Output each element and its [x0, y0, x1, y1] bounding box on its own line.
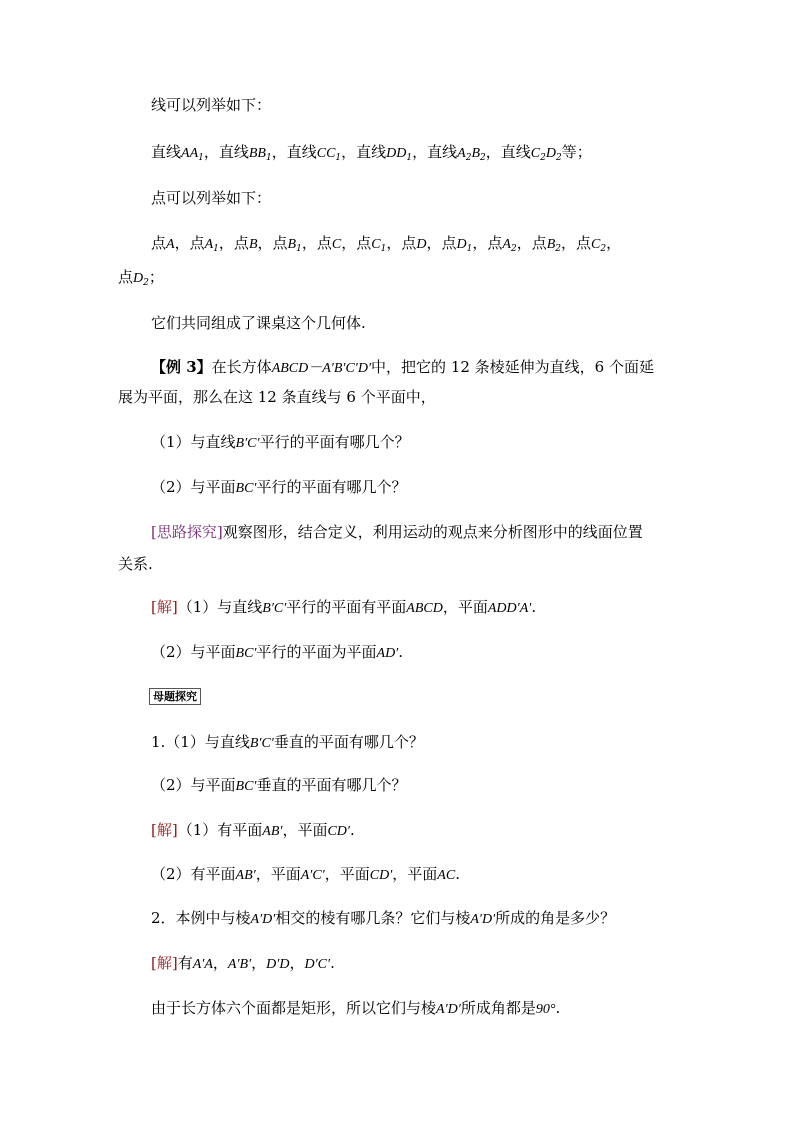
math: A′C′ — [300, 868, 325, 883]
math: D — [416, 237, 427, 252]
subscript: 1 — [213, 244, 219, 254]
question-text — [151, 432, 410, 454]
math: BB — [248, 146, 266, 161]
subscript: 2 — [510, 244, 517, 254]
math: ABCD－A′B′C′D′ — [271, 361, 372, 376]
solution-text — [151, 864, 460, 886]
subscript: 2 — [540, 153, 546, 163]
conclusion-text — [151, 998, 560, 1020]
math: B′C′ — [235, 436, 260, 451]
text: 平行的平面有平面 — [286, 598, 407, 616]
text: 展为平面，那么在这 12 条直线与 6 个平面中， — [118, 388, 436, 406]
think-text — [151, 522, 643, 542]
math: A′A — [192, 957, 213, 972]
math: D — [456, 237, 467, 252]
point-list-cont — [118, 267, 164, 293]
text: 关系. — [118, 555, 153, 573]
text: 等； — [561, 143, 592, 161]
text: ， — [472, 234, 488, 252]
text: 2．本例中与棱 — [151, 909, 251, 927]
math: AC — [437, 868, 456, 883]
math: AB′ — [235, 868, 256, 883]
subscript: 1 — [296, 244, 302, 254]
text: ， — [561, 234, 577, 252]
math: AA — [181, 146, 199, 161]
text: ， — [606, 234, 622, 252]
math: A — [502, 237, 511, 252]
text: 垂直的平面有哪几个？ — [273, 733, 424, 751]
text: 点 — [151, 234, 167, 252]
text: ，平面 — [442, 598, 488, 616]
question-text — [151, 775, 407, 797]
text: 在长方体 — [211, 358, 272, 376]
math: BC′ — [235, 481, 257, 496]
text: ， — [251, 954, 267, 972]
math: C — [371, 237, 381, 252]
math: B′C′ — [249, 736, 274, 751]
text: 点 — [401, 234, 417, 252]
text: 所成角都是 — [460, 999, 536, 1017]
text: . — [555, 999, 561, 1017]
math: CD′ — [327, 824, 350, 839]
text: 点 — [233, 234, 249, 252]
math: D′C′ — [304, 957, 331, 972]
solution-text — [151, 642, 403, 664]
text: ， — [174, 234, 190, 252]
subscript: 1 — [198, 153, 204, 163]
example-tag: 【例 3】 — [151, 358, 212, 376]
text: 平行的平面为平面 — [256, 643, 377, 661]
math: DD — [386, 146, 407, 161]
text: ，平面 — [324, 865, 370, 883]
subscript: 1 — [265, 153, 272, 163]
text: ， — [341, 234, 357, 252]
math: A′D′ — [436, 1002, 461, 1017]
math: BC′ — [235, 779, 257, 794]
text: （2）与平面 — [151, 643, 236, 661]
subscript: 2 — [480, 153, 486, 163]
math: B — [546, 237, 556, 252]
think-tag: [思路探究] — [151, 523, 223, 541]
math: B′C′ — [262, 601, 287, 616]
text: ， — [218, 234, 234, 252]
math: ABCD — [406, 601, 443, 616]
text: ， — [212, 954, 228, 972]
text: 平行的平面有哪几个？ — [256, 478, 407, 496]
math: A — [457, 146, 466, 161]
math: CC — [316, 146, 336, 161]
solution-tag: [解] — [151, 954, 178, 972]
text: . — [531, 598, 537, 616]
subscript: 2 — [555, 153, 562, 163]
example-3 — [151, 357, 654, 379]
text: （1）与直线 — [151, 433, 236, 451]
text: 由于长方体六个面都是矩形，所以它们与棱 — [151, 999, 437, 1017]
text: 点 — [189, 234, 205, 252]
section-box: 母题探究 — [149, 688, 201, 705]
text: . — [349, 821, 355, 839]
text: ， — [289, 954, 305, 972]
text: 1.（1）与直线 — [151, 733, 250, 751]
question-text — [151, 477, 407, 499]
solution-text — [151, 953, 335, 975]
text: 点 — [316, 234, 332, 252]
text: ，直线 — [271, 143, 317, 161]
question-text — [151, 908, 615, 930]
text: ， — [426, 234, 442, 252]
subscript: 2 — [465, 153, 472, 163]
text: 点 — [576, 234, 592, 252]
math: C — [331, 237, 342, 252]
subscript: 1 — [380, 244, 387, 254]
math: CD′ — [369, 868, 393, 883]
text: ，平面 — [255, 865, 301, 883]
subscript: 2 — [555, 244, 562, 254]
math: A′B′ — [227, 957, 252, 972]
text: ， — [257, 234, 273, 252]
solution-text — [151, 597, 536, 619]
math: 90° — [535, 1002, 556, 1017]
math: C — [591, 237, 601, 252]
math: A′D′ — [470, 912, 496, 927]
text: 垂直的平面有哪几个？ — [256, 776, 407, 794]
math: C — [530, 146, 541, 161]
text: ， — [516, 234, 532, 252]
text: ， — [386, 234, 402, 252]
text: . — [398, 643, 404, 661]
text: 所成的角是多少？ — [495, 909, 616, 927]
text: ， — [301, 234, 317, 252]
solution-tag: [解] — [151, 821, 178, 839]
subscript: 2 — [600, 244, 607, 254]
text: 直线 — [151, 143, 182, 161]
question-text — [151, 732, 424, 754]
text: 点 — [118, 268, 134, 286]
text: ，直线 — [485, 143, 531, 161]
text: ，平面 — [282, 821, 328, 839]
subscript: 1 — [335, 153, 342, 163]
text: （2）与平面 — [151, 478, 236, 496]
math: D — [133, 271, 144, 286]
solution-text — [151, 820, 355, 842]
text: （2）有平面 — [151, 865, 236, 883]
math: B — [248, 237, 258, 252]
math: A — [166, 237, 175, 252]
subscript: 2 — [143, 278, 149, 288]
solution-tag: [解] — [151, 598, 178, 616]
text: 点 — [356, 234, 372, 252]
math: AD′ — [376, 646, 399, 661]
text: ，直线 — [412, 143, 458, 161]
math: A′D′ — [250, 912, 276, 927]
math: D′D — [266, 957, 290, 972]
math: AB′ — [262, 824, 283, 839]
text: . — [455, 865, 460, 883]
math: D — [545, 146, 556, 161]
math: B — [471, 146, 481, 161]
text: 点 — [272, 234, 288, 252]
text: （2）与平面 — [151, 776, 236, 794]
math: A — [204, 237, 214, 252]
text: ； — [148, 268, 164, 286]
text: 有 — [177, 954, 193, 972]
point-list — [151, 233, 621, 259]
text: 点 — [441, 234, 457, 252]
math: B — [287, 237, 297, 252]
text: 平行的平面有哪几个？ — [259, 433, 410, 451]
subscript: 1 — [406, 153, 413, 163]
text: （1）与直线 — [177, 598, 263, 616]
text: （1）有平面 — [177, 821, 263, 839]
line-list — [151, 142, 592, 168]
text: 点 — [531, 234, 547, 252]
text: 中，把它的 12 条棱延伸为直线，6 个面延 — [371, 358, 654, 376]
text: 点 — [487, 234, 503, 252]
text: ，平面 — [392, 865, 438, 883]
text: 它们共同组成了课桌这个几何体. — [151, 314, 366, 332]
text: . — [330, 954, 335, 972]
text: ，直线 — [341, 143, 387, 161]
math: BC′ — [235, 646, 257, 661]
subscript: 1 — [466, 244, 473, 254]
text: 观察图形，结合定义，利用运动的观点来分析图形中的线面位置 — [222, 523, 643, 541]
text: ，直线 — [203, 143, 249, 161]
text: 相交的棱有哪几条？它们与棱 — [275, 909, 471, 927]
math: ADD′A′ — [487, 601, 532, 616]
text: 点可以列举如下： — [151, 189, 272, 207]
text: 线可以列举如下： — [151, 96, 272, 114]
